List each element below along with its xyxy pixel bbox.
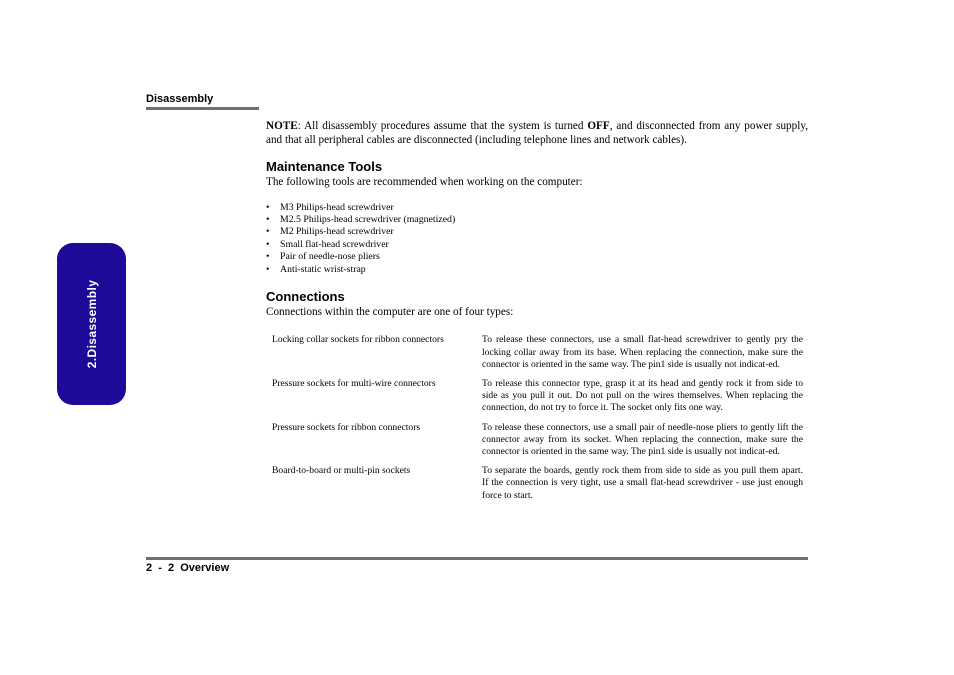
maintenance-tools-heading: Maintenance Tools	[266, 159, 383, 174]
list-item	[266, 264, 808, 276]
chapter-side-tab	[57, 243, 126, 405]
bullet-icon: •	[266, 238, 270, 250]
chapter-side-tab-label: 2.Disassembly	[84, 279, 99, 369]
tool-item-text: Small flat-head screwdriver	[280, 238, 389, 250]
connection-description-cell: To release these connectors, use a small flat-head screwdriver to gently pry the locking collar away from its base. When replacing the connection, make sure the connector is oriented in the same way. The pin1 side is usually not indicat-ed.	[482, 334, 803, 370]
tool-item-text: M3 Philips-head screwdriver	[280, 201, 394, 213]
header-rule	[146, 107, 259, 110]
bullet-icon: •	[266, 263, 270, 275]
page-header-title: Disassembly	[146, 93, 214, 105]
table-row	[272, 422, 803, 466]
tool-item-text: M2.5 Philips-head screwdriver (magnetized)	[280, 213, 456, 225]
table-row	[272, 465, 803, 509]
connections-intro: Connections within the computer are one of four types:	[266, 305, 514, 318]
connection-type-cell: Pressure sockets for multi-wire connectors	[272, 378, 436, 390]
list-item	[266, 239, 808, 251]
footer-page-label: 2 - 2 Overview	[146, 562, 230, 574]
bullet-icon: •	[266, 226, 270, 238]
note-paragraph	[266, 120, 808, 147]
connection-description-cell: To release these connectors, use a small pair of needle-nose pliers to gently lift the connector away from its socket. When replacing the connection, make sure the connector is oriented in the same way. The pin1 side is usually not indicat-ed.	[482, 421, 803, 458]
bullet-icon: •	[266, 251, 270, 263]
footer-rule	[146, 557, 808, 560]
note-text-after: , and disconnected from any power supply, and that all peripheral cables are disconnected (including telephone lines and network cables).	[266, 120, 808, 146]
tools-list	[266, 202, 808, 276]
tool-item-text: Anti-static wrist-strap	[280, 263, 366, 275]
bullet-icon: •	[266, 201, 270, 213]
connection-description-cell: To separate the boards, gently rock them from side to side as you pull them apart. If the connection is very tight, use a small flat-head screwdriver - use just enough force to start.	[482, 465, 803, 501]
table-row	[272, 378, 803, 422]
maintenance-tools-intro: The following tools are recommended when working on the computer:	[266, 176, 583, 188]
connection-type-cell: Locking collar sockets for ribbon connectors	[272, 334, 444, 346]
connections-table	[272, 334, 803, 508]
main-content	[266, 120, 808, 509]
note-emphasis: OFF	[587, 120, 610, 132]
connections-heading: Connections	[266, 288, 345, 304]
note-label: NOTE	[266, 120, 298, 132]
list-item	[266, 202, 808, 214]
list-item	[266, 226, 808, 238]
tool-item-text: Pair of needle-nose pliers	[280, 251, 380, 263]
connection-type-cell: Pressure sockets for ribbon connectors	[272, 421, 421, 433]
connection-description-cell: To release this connector type, grasp it at its head and gently rock it from side to side as you pull it out. Do not pull on the wires themselves. When replacing the connection, do not try to force it. The socket only fits one way.	[482, 378, 803, 414]
list-item	[266, 214, 808, 226]
table-row	[272, 334, 803, 378]
bullet-icon: •	[266, 213, 270, 225]
tool-item-text: M2 Philips-head screwdriver	[280, 226, 394, 238]
connection-type-cell: Board-to-board or multi-pin sockets	[272, 465, 411, 477]
list-item	[266, 251, 808, 263]
note-text-before: : All disassembly procedures assume that the system is turned	[297, 120, 588, 132]
